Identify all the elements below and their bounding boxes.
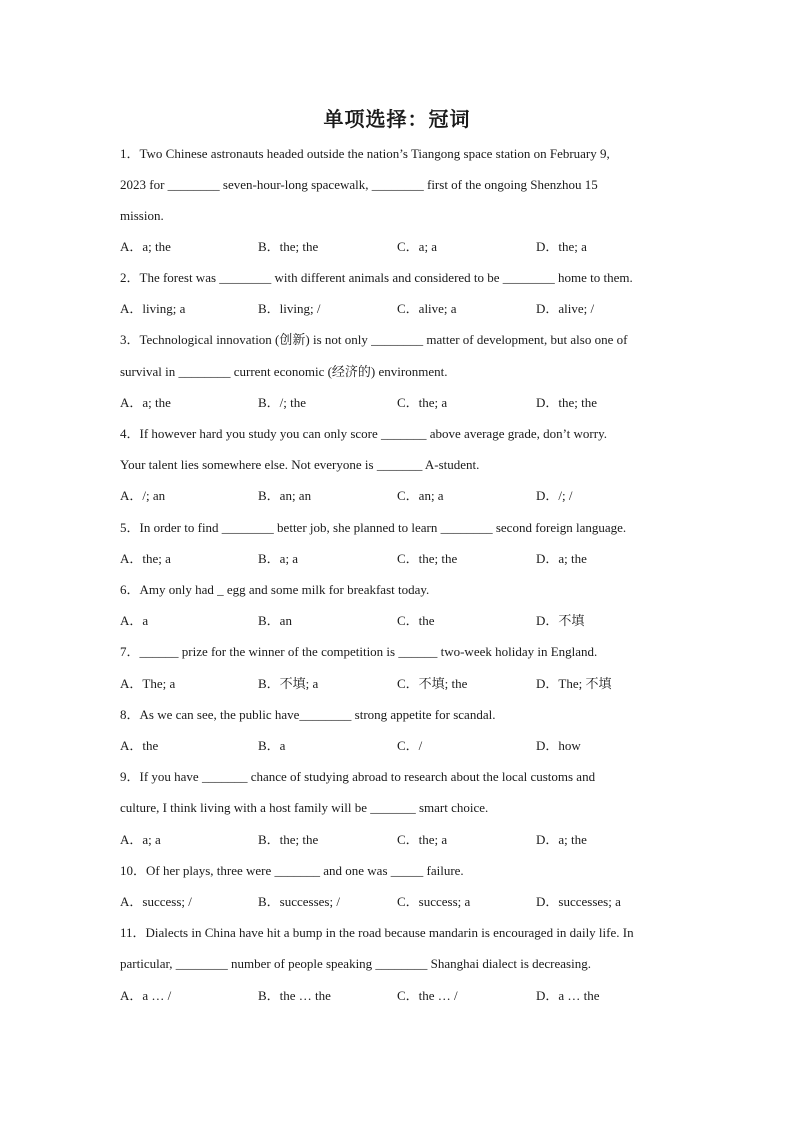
question-2-option-d[interactable]: D．alive; /: [536, 301, 595, 316]
question-4-option-a[interactable]: A．/; an: [120, 488, 166, 503]
question-3-line-2: survival in ________ current economic (经济的) environment.: [120, 364, 448, 379]
question-7-option-c[interactable]: C．不填; the: [397, 676, 468, 691]
question-10-line-1: 10．Of her plays, three were _______ and one was _____ failure.: [120, 863, 464, 878]
question-10-option-b[interactable]: B．successes; /: [258, 894, 340, 909]
question-11-line-2: particular, ________ number of people speaking ________ Shanghai dialect is decreasing.: [120, 956, 591, 971]
question-8-line-1: 8．As we can see, the public have________ strong appetite for scandal.: [120, 707, 496, 722]
question-5-option-b[interactable]: B．a; a: [258, 551, 299, 566]
question-6-options: [120, 612, 680, 630]
question-1-option-c[interactable]: C．a; a: [397, 239, 438, 254]
question-6-option-d[interactable]: D．不填: [536, 613, 585, 628]
question-7-line-1: 7．______ prize for the winner of the competition is ______ two-week holiday in England.: [120, 644, 598, 659]
question-5-options: [120, 550, 680, 568]
question-8-options: [120, 737, 680, 755]
question-2-options: [120, 300, 680, 318]
question-10-option-a[interactable]: A．success; /: [120, 894, 192, 909]
question-1-option-d[interactable]: D．the; a: [536, 239, 587, 254]
question-3-option-a[interactable]: A．a; the: [120, 395, 171, 410]
question-11-option-c[interactable]: C．the … /: [397, 988, 458, 1003]
question-9-option-b[interactable]: B．the; the: [258, 832, 319, 847]
question-11-line-1: 11．Dialects in China have hit a bump in the road because mandarin is encouraged in daily life. In: [120, 925, 634, 940]
question-9-option-d[interactable]: D．a; the: [536, 832, 587, 847]
question-10-option-d[interactable]: D．successes; a: [536, 894, 621, 909]
question-1-line-1: 1．Two Chinese astronauts headed outside the nation’s Tiangong space station on February 9,: [120, 146, 610, 161]
question-1-option-b[interactable]: B．the; the: [258, 239, 319, 254]
question-2-option-c[interactable]: C．alive; a: [397, 301, 457, 316]
question-9-option-c[interactable]: C．the; a: [397, 832, 448, 847]
question-1-line-2: 2023 for ________ seven-hour-long spacewalk, ________ first of the ongoing Shenzhou 15: [120, 177, 598, 192]
question-9-options: [120, 831, 680, 849]
question-7-option-b[interactable]: B．不填; a: [258, 676, 319, 691]
question-3-line-1: 3．Technological innovation (创新) is not only ________ matter of development, but also one of: [120, 332, 628, 347]
question-3-options: [120, 394, 680, 412]
question-2-line-1: 2．The forest was ________ with different animals and considered to be ________ home to them.: [120, 270, 633, 285]
question-7-option-a[interactable]: A．The; a: [120, 676, 176, 691]
question-5-option-d[interactable]: D．a; the: [536, 551, 587, 566]
question-8-option-b[interactable]: B．a: [258, 738, 286, 753]
question-7-options: [120, 675, 680, 693]
question-7-option-d[interactable]: D．The; 不填: [536, 676, 612, 691]
question-1-line-3: mission.: [120, 208, 164, 223]
question-5-line-1: 5．In order to find ________ better job, she planned to learn ________ second foreign language.: [120, 520, 627, 535]
question-8-option-d[interactable]: D．how: [536, 738, 581, 753]
question-6-line-1: 6．Amy only had _ egg and some milk for breakfast today.: [120, 582, 430, 597]
question-2-option-a[interactable]: A．living; a: [120, 301, 186, 316]
question-3-option-b[interactable]: B．/; the: [258, 395, 307, 410]
page-title: 单项选择：冠词: [323, 107, 471, 131]
question-2-option-b[interactable]: B．living; /: [258, 301, 321, 316]
question-1-option-a[interactable]: A．a; the: [120, 239, 171, 254]
question-4-option-c[interactable]: C．an; a: [397, 488, 444, 503]
question-9-option-a[interactable]: A．a; a: [120, 832, 161, 847]
question-4-option-d[interactable]: D．/; /: [536, 488, 573, 503]
question-11-options: [120, 987, 680, 1005]
question-4-line-2: Your talent lies somewhere else. Not everyone is _______ A-student.: [120, 457, 480, 472]
question-6-option-b[interactable]: B．an: [258, 613, 292, 628]
question-3-option-c[interactable]: C．the; a: [397, 395, 448, 410]
question-4-options: [120, 487, 680, 505]
question-6-option-c[interactable]: C．the: [397, 613, 435, 628]
question-8-option-c[interactable]: C．/: [397, 738, 423, 753]
question-4-line-1: 4．If however hard you study you can only score _______ above average grade, don’t worry.: [120, 426, 607, 441]
question-9-line-1: 9．If you have _______ chance of studying abroad to research about the local customs and: [120, 769, 596, 784]
question-10-options: [120, 893, 680, 911]
question-9-line-2: culture, I think living with a host family will be _______ smart choice.: [120, 800, 489, 815]
question-5-option-a[interactable]: A．the; a: [120, 551, 171, 566]
question-10-option-c[interactable]: C．success; a: [397, 894, 471, 909]
question-8-option-a[interactable]: A．the: [120, 738, 159, 753]
question-4-option-b[interactable]: B．an; an: [258, 488, 312, 503]
question-6-option-a[interactable]: A．a: [120, 613, 149, 628]
question-11-option-a[interactable]: A．a … /: [120, 988, 172, 1003]
question-1-options: [120, 238, 680, 256]
question-5-option-c[interactable]: C．the; the: [397, 551, 458, 566]
question-11-option-b[interactable]: B．the … the: [258, 988, 331, 1003]
question-3-option-d[interactable]: D．the; the: [536, 395, 598, 410]
question-11-option-d[interactable]: D．a … the: [536, 988, 600, 1003]
